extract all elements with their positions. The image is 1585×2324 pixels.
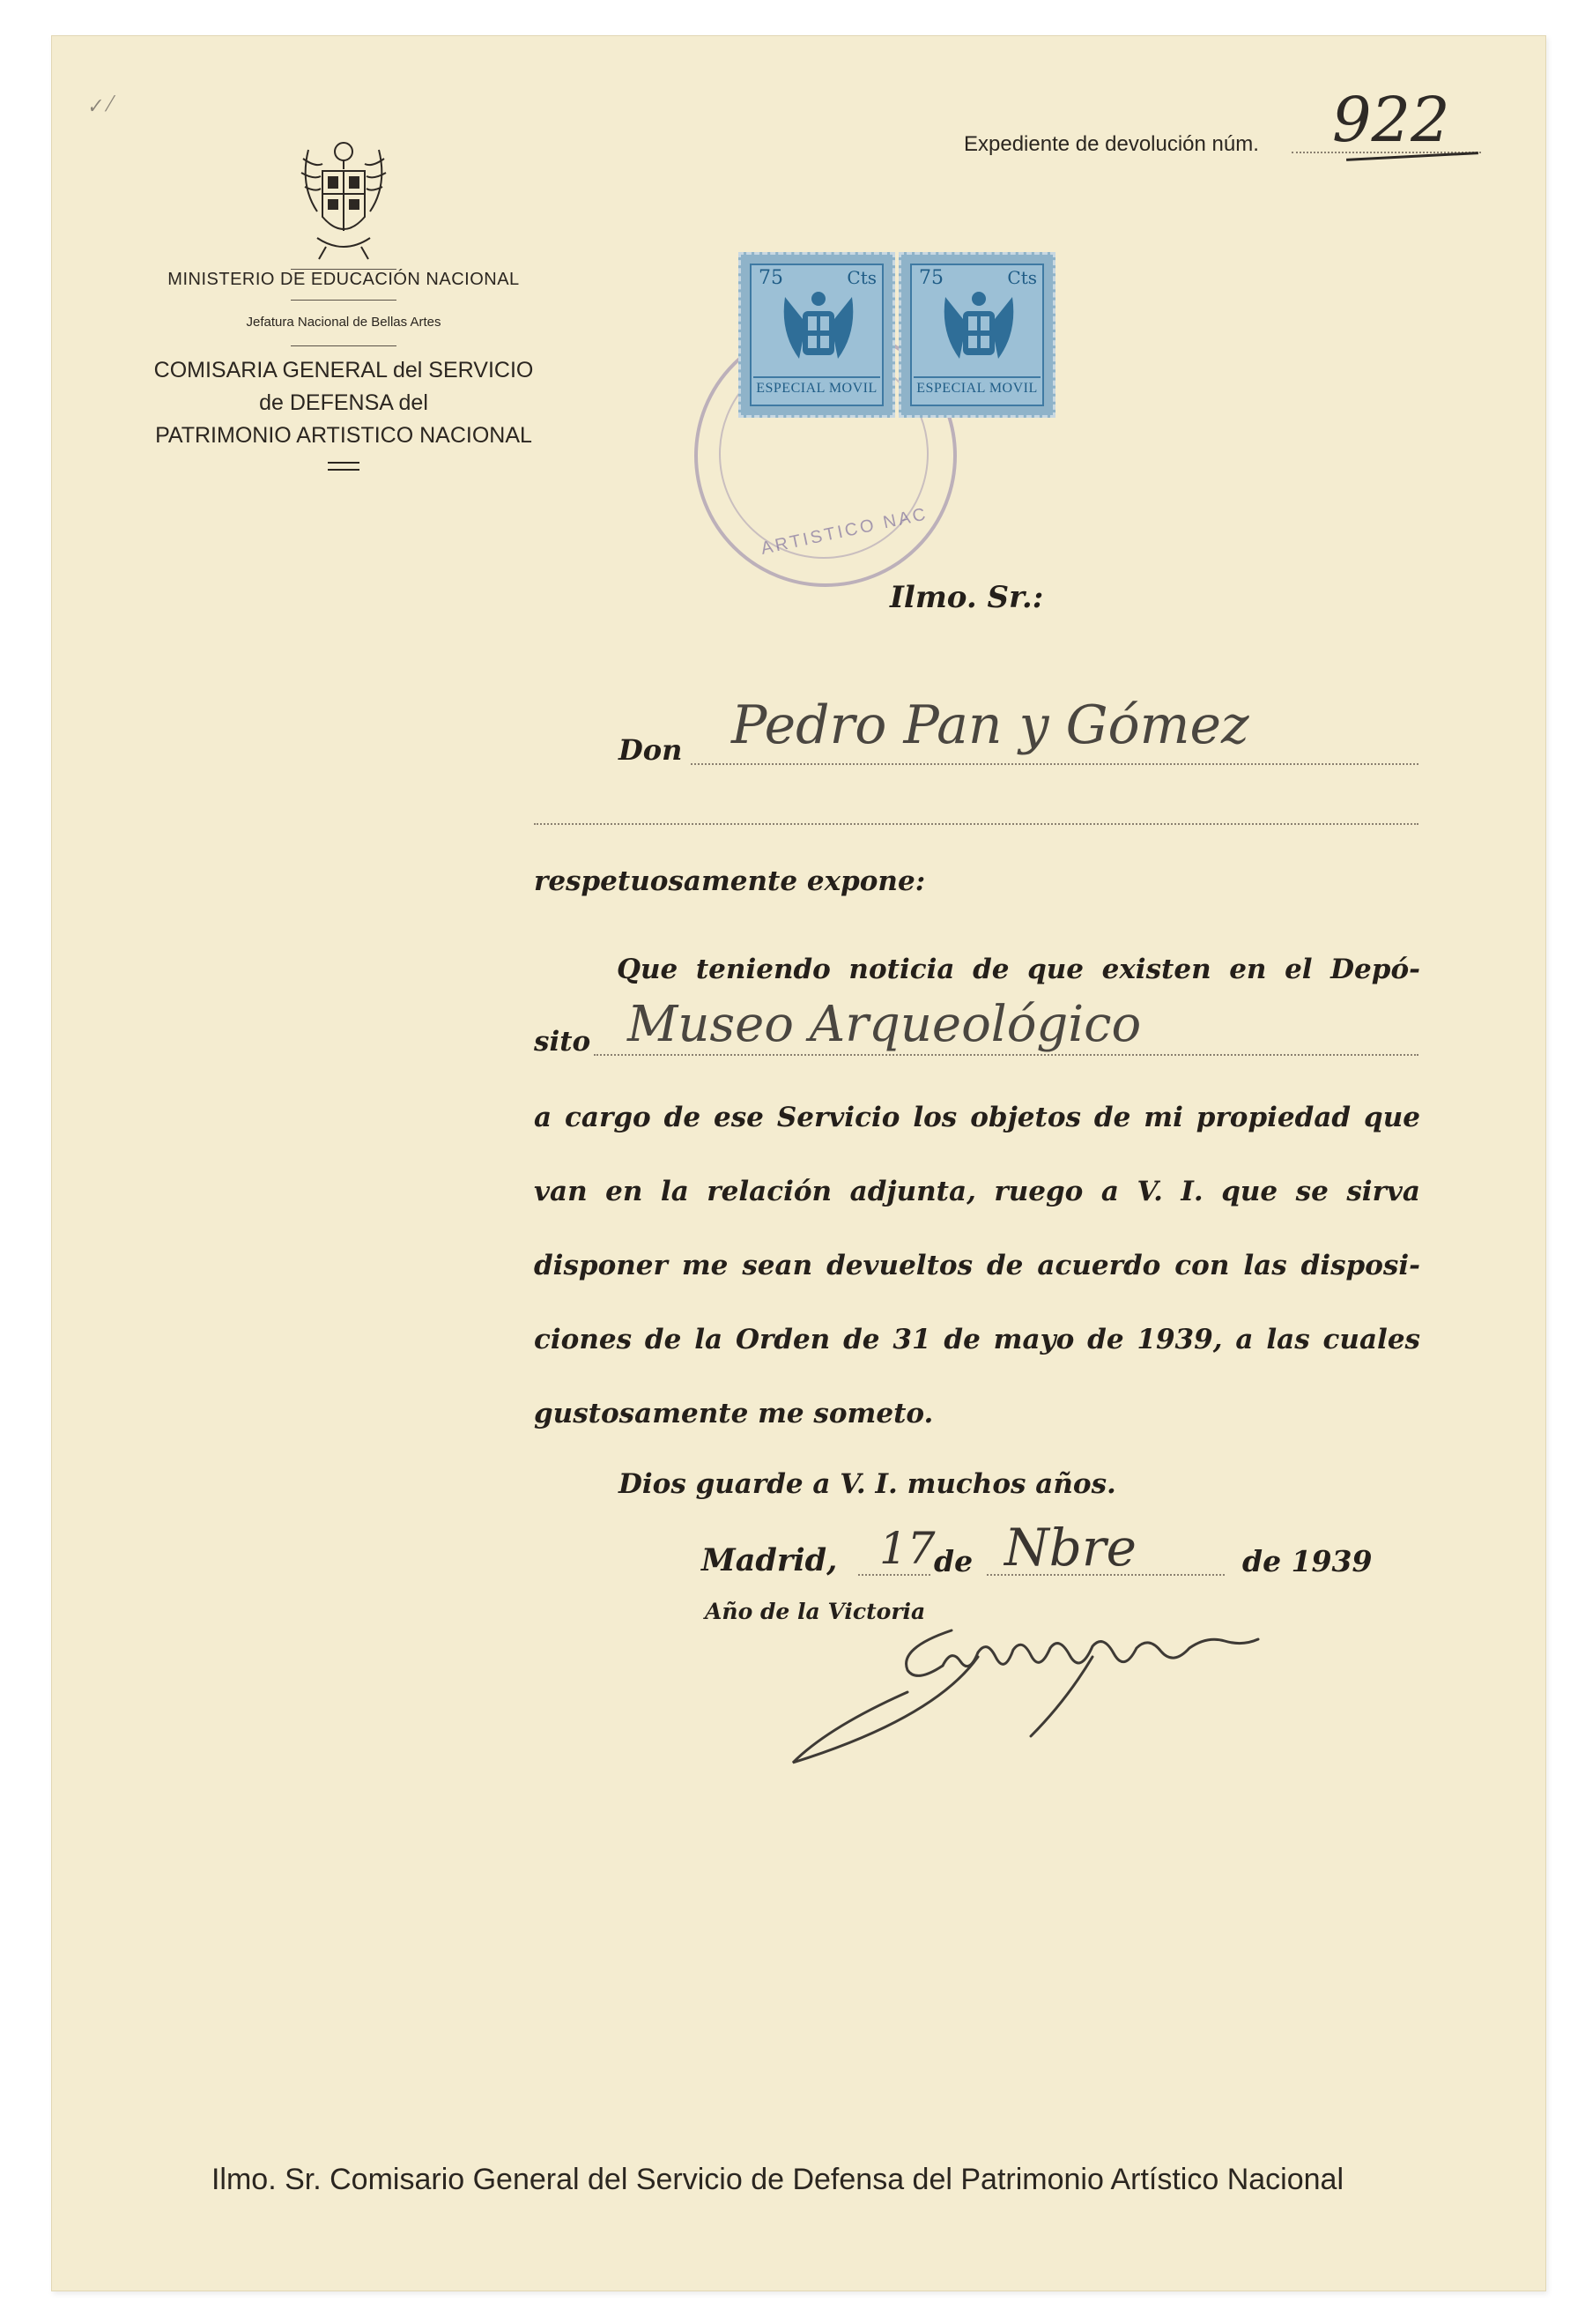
deposito-handwritten: Museo Arqueológico: [627, 996, 1142, 1053]
closing-text: Dios guarde a V. I. muchos años.: [618, 1468, 1116, 1500]
stamp-value: 75: [919, 267, 944, 289]
stamp-label: ESPECIAL MOVIL: [753, 376, 880, 399]
jefatura-name: Jefatura Nacional de Bellas Artes: [246, 315, 441, 330]
salutation: Ilmo. Sr.:: [890, 580, 1044, 615]
date-day-line: [858, 1574, 930, 1576]
stamp-value: 75: [759, 267, 783, 289]
year-note: Año de la Victoria: [705, 1599, 926, 1624]
don-label: Don: [618, 733, 683, 767]
footer-addressee: Ilmo. Sr. Comisario General del Servicio de Defensa del Patrimonio Artístico Nacional: [211, 2163, 1344, 2196]
paragraph-line-6: ciones de la Orden de 31 de mayo de 1939, a las cuales: [534, 1324, 1420, 1355]
signature: [775, 1595, 1357, 1771]
expone-text: respetuosamente expone:: [534, 865, 926, 897]
pencil-marks: ✓ ⁄: [85, 93, 114, 119]
header-rule-low: [291, 345, 396, 346]
don-name-handwritten: Pedro Pan y Gómez: [731, 694, 1249, 756]
stamp-unit: Cts: [847, 267, 877, 288]
stamp-eagle-icon: [937, 288, 1021, 376]
paragraph-line-1: Que teniendo noticia de que existen en el Depó-: [617, 954, 1420, 985]
date-place: Madrid,: [701, 1542, 838, 1578]
ministry-name: MINISTERIO DE EDUCACIÓN NACIONAL: [167, 270, 520, 289]
date-year: de 1939: [1242, 1544, 1373, 1578]
comisaria-line-3: PATRIMONIO ARTISTICO NACIONAL: [155, 423, 532, 448]
deposito-line: [594, 1054, 1418, 1056]
paragraph-line-7: gustosamente me someto.: [534, 1398, 934, 1429]
date-day-handwritten: 17: [879, 1523, 936, 1574]
expediente-number: 922: [1332, 84, 1450, 156]
header-double-rule: [328, 462, 359, 471]
sito-label: sito: [534, 1026, 591, 1058]
don-extra-line: [534, 823, 1418, 825]
ink-seal-text: ARTISTICO NAC: [759, 504, 930, 559]
stamp-unit: Cts: [1007, 267, 1037, 288]
header-rule-mid: [291, 300, 396, 301]
date-month-handwritten: Nbre: [1004, 1518, 1137, 1578]
coat-of-arms-icon: [291, 132, 396, 263]
revenue-stamp-2: [899, 252, 1055, 418]
expediente-label: Expediente de devolución núm.: [964, 132, 1259, 156]
stamp-label: ESPECIAL MOVIL: [914, 376, 1041, 399]
paragraph-line-3: a cargo de ese Servicio los objetos de mi propiedad que: [534, 1102, 1420, 1133]
paragraph-line-4: van en la relación adjunta, ruego a V. I. que se sirva: [534, 1176, 1420, 1207]
don-name-line: [691, 763, 1418, 765]
stamp-eagle-icon: [776, 288, 861, 376]
revenue-stamp-1: [738, 252, 895, 418]
paragraph-line-5: disponer me sean devueltos de acuerdo con las disposi-: [534, 1250, 1420, 1281]
comisaria-line-2: de DEFENSA del: [259, 390, 428, 415]
date-de: de: [934, 1544, 974, 1578]
comisaria-line-1: COMISARIA GENERAL del SERVICIO: [153, 358, 534, 382]
